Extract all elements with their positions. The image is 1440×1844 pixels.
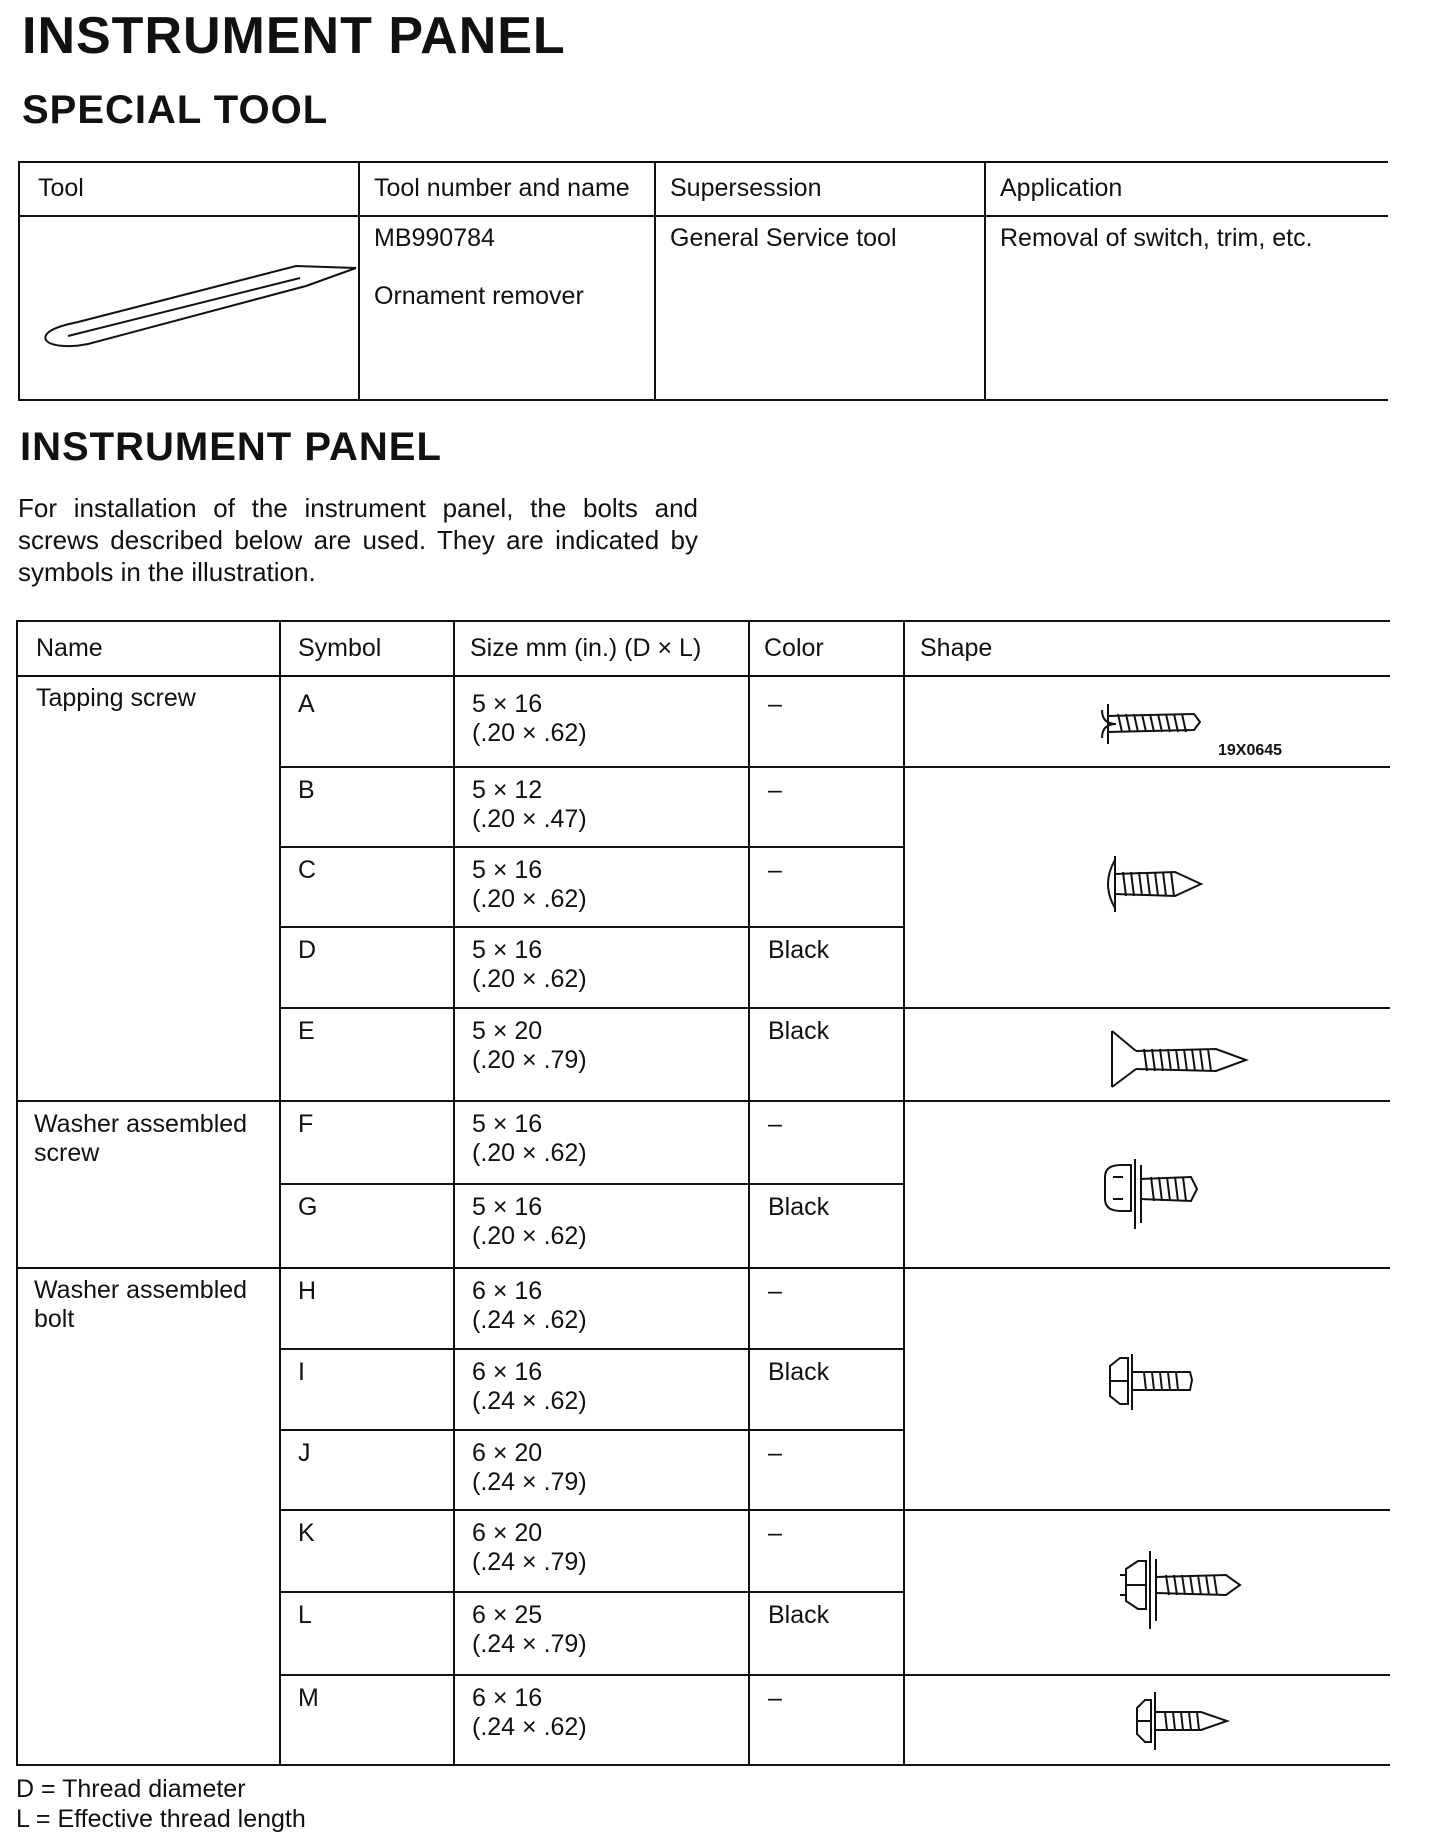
page-title: INSTRUMENT PANEL xyxy=(22,7,566,65)
row-symbol: B xyxy=(298,776,315,804)
row-size-in: (.24 × .62) xyxy=(472,1713,587,1741)
bolt-header-symbol: Symbol xyxy=(298,634,382,662)
tool-header-number: Tool number and name xyxy=(374,174,630,202)
bolt-screw-table xyxy=(16,620,1390,1766)
tool-header-supersession: Supersession xyxy=(670,174,822,202)
tool-name: Ornament remover xyxy=(374,282,584,310)
hex-washer-tapping-bolt-icon xyxy=(1131,1688,1241,1756)
hex-washer-bolt-icon xyxy=(1106,1348,1206,1414)
bolt-header-shape: Shape xyxy=(920,634,993,662)
row-symbol: M xyxy=(298,1684,319,1712)
tool-application: Removal of switch, trim, etc. xyxy=(1000,224,1313,252)
group-name: screw xyxy=(34,1139,100,1167)
row-symbol: G xyxy=(298,1193,318,1221)
row-color: – xyxy=(768,776,782,804)
row-size-mm: 5 × 12 xyxy=(472,776,543,804)
row-size-mm: 6 × 16 xyxy=(472,1277,543,1305)
row-symbol: C xyxy=(298,856,317,884)
row-size-mm: 5 × 16 xyxy=(472,856,543,884)
row-size-in: (.20 × .62) xyxy=(472,719,587,747)
row-size-mm: 5 × 16 xyxy=(472,1193,543,1221)
row-size-in: (.20 × .79) xyxy=(472,1046,587,1074)
tool-header-application: Application xyxy=(1000,174,1123,202)
row-symbol: L xyxy=(298,1601,312,1629)
row-color: – xyxy=(768,1277,782,1305)
row-color: Black xyxy=(768,1358,830,1386)
group-name: Washer assembled xyxy=(34,1110,248,1138)
row-symbol: I xyxy=(298,1358,305,1386)
countersunk-tapping-screw-icon xyxy=(1106,1025,1256,1095)
bolt-header-size: Size mm (in.) (D × L) xyxy=(470,634,702,662)
row-size-in: (.20 × .62) xyxy=(472,1222,587,1250)
row-color: – xyxy=(768,690,782,718)
row-size-in: (.20 × .62) xyxy=(472,885,587,913)
row-size-mm: 5 × 16 xyxy=(472,690,543,718)
row-size-in: (.20 × .62) xyxy=(472,1139,587,1167)
tool-header-tool: Tool xyxy=(38,174,84,202)
row-color: – xyxy=(768,1110,782,1138)
bolt-header-name: Name xyxy=(36,634,103,662)
row-size-in: (.24 × .79) xyxy=(472,1548,587,1576)
row-size-mm: 6 × 25 xyxy=(472,1601,543,1629)
row-size-in: (.24 × .62) xyxy=(472,1387,587,1415)
row-color: – xyxy=(768,1684,782,1712)
row-symbol: A xyxy=(298,690,315,718)
row-color: – xyxy=(768,1439,782,1467)
row-size-mm: 6 × 16 xyxy=(472,1684,543,1712)
flat-head-tapping-screw-icon xyxy=(1096,696,1236,756)
row-size-in: (.24 × .79) xyxy=(472,1468,587,1496)
special-tool-table xyxy=(18,161,1388,401)
special-tool-heading: SPECIAL TOOL xyxy=(22,88,329,132)
tool-supersession: General Service tool xyxy=(670,224,897,252)
row-symbol: H xyxy=(298,1277,317,1305)
row-symbol: E xyxy=(298,1017,315,1045)
row-size-mm: 5 × 16 xyxy=(472,1110,543,1138)
row-symbol: D xyxy=(298,936,317,964)
ornament-remover-icon xyxy=(38,256,358,356)
row-size-mm: 5 × 16 xyxy=(472,936,543,964)
section-heading: INSTRUMENT PANEL xyxy=(20,425,442,469)
bolt-header-color: Color xyxy=(764,634,824,662)
intro-paragraph: For installation of the instrument panel, the bolts and screws described below are used. They are indicated by symbols in the illustration. xyxy=(18,493,698,587)
row-symbol: F xyxy=(298,1110,314,1138)
row-size-mm: 6 × 16 xyxy=(472,1358,543,1386)
row-color: – xyxy=(768,1519,782,1547)
hex-washer-bolt-long-icon xyxy=(1116,1545,1256,1635)
row-color: Black xyxy=(768,936,830,964)
tool-number: MB990784 xyxy=(374,224,495,252)
row-color: Black xyxy=(768,1601,830,1629)
group-name: bolt xyxy=(34,1305,75,1333)
pan-head-tapping-screw-icon xyxy=(1101,850,1221,920)
row-size-mm: 6 × 20 xyxy=(472,1439,543,1467)
group-name: Washer assembled xyxy=(34,1276,248,1304)
note-thread-diameter: D = Thread diameter xyxy=(16,1775,246,1803)
note-thread-length: L = Effective thread length xyxy=(16,1805,306,1833)
footnotes xyxy=(16,1774,306,1834)
row-size-in: (.20 × .62) xyxy=(472,965,587,993)
group-name: Tapping screw xyxy=(36,684,196,712)
row-symbol: J xyxy=(298,1439,311,1467)
row-size-in: (.24 × .62) xyxy=(472,1306,587,1334)
row-size-in: (.24 × .79) xyxy=(472,1630,587,1658)
row-color: – xyxy=(768,856,782,884)
row-color: Black xyxy=(768,1017,830,1045)
row-size-mm: 5 × 20 xyxy=(472,1017,543,1045)
washer-screw-icon xyxy=(1101,1155,1221,1235)
row-symbol: K xyxy=(298,1519,315,1547)
row-color: Black xyxy=(768,1193,830,1221)
figure-code: 19X0645 xyxy=(1218,742,1283,759)
row-size-in: (.20 × .47) xyxy=(472,805,587,833)
row-size-mm: 6 × 20 xyxy=(472,1519,543,1547)
